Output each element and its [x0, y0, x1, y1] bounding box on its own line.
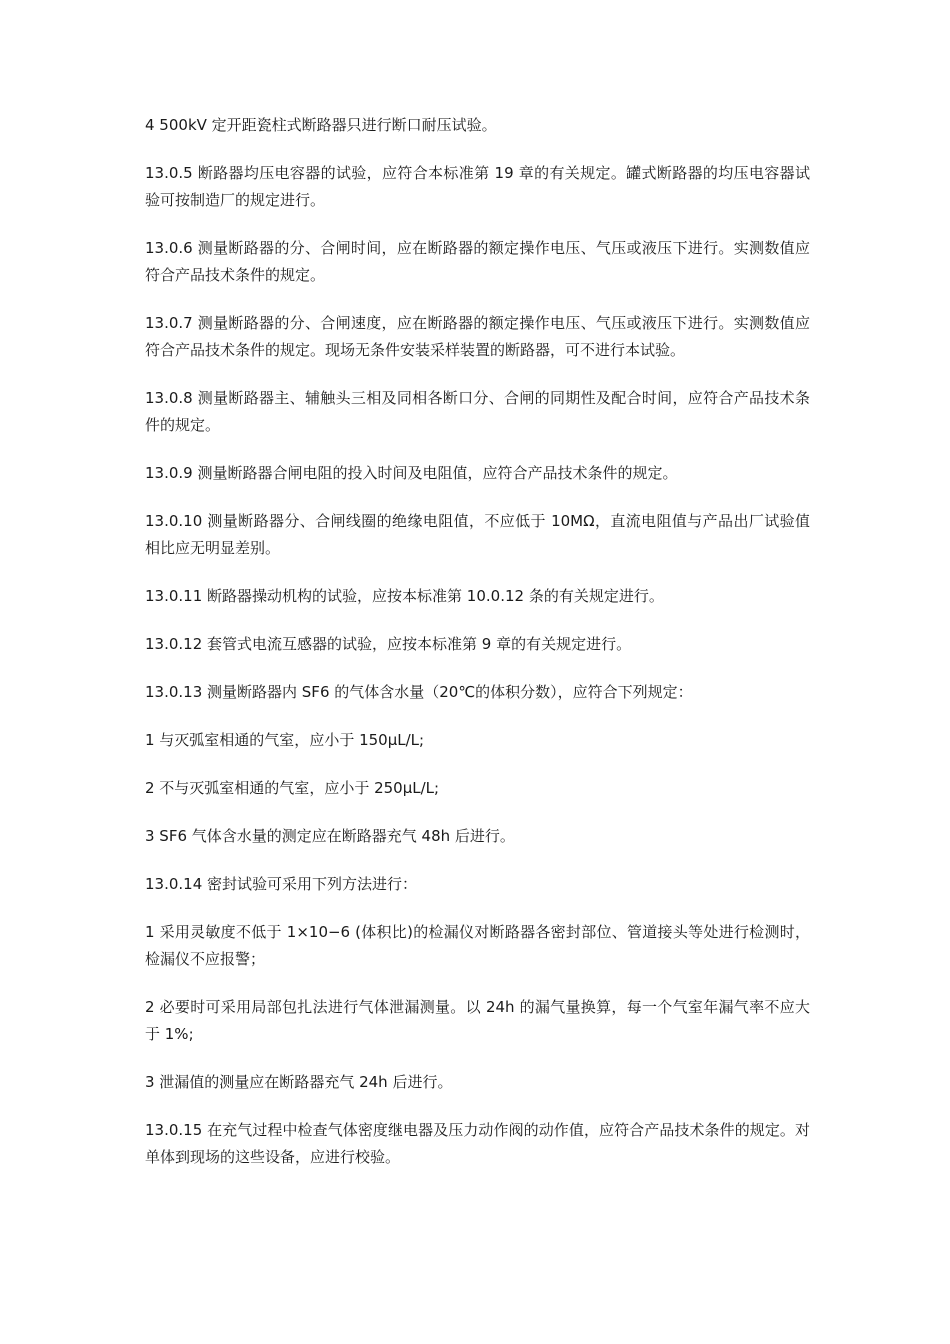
clause-13-0-13-item-1: 1 与灭弧室相通的气室，应小于 150μL/L;	[145, 731, 425, 749]
clause-13-0-10: 13.0.10 测量断路器分、合闸线圈的绝缘电阻值，不应低于 10MΩ，直流电阻值与产品出厂试验值相比应无明显差别。	[145, 512, 810, 557]
clause-13-0-14-item-3: 3 泄漏值的测量应在断路器充气 24h 后进行。	[145, 1073, 453, 1091]
clause-13-0-13: 13.0.13 测量断路器内 SF6 的气体含水量（20℃的体积分数），应符合下列规定：	[145, 683, 693, 701]
clause-13-0-15: 13.0.15 在充气过程中检查气体密度继电器及压力动作阀的动作值，应符合产品技术条件的规定。对单体到现场的这些设备，应进行校验。	[145, 1121, 810, 1166]
clause-13-0-7: 13.0.7 测量断路器的分、合闸速度，应在断路器的额定操作电压、气压或液压下进行。实测数值应符合产品技术条件的规定。现场无条件安装采样装置的断路器，可不进行本试验。	[145, 314, 810, 359]
clause-13-0-11: 13.0.11 断路器操动机构的试验，应按本标准第 10.0.12 条的有关规定进行。	[145, 587, 664, 605]
clause-13-0-6: 13.0.6 测量断路器的分、合闸时间，应在断路器的额定操作电压、气压或液压下进行。实测数值应符合产品技术条件的规定。	[145, 239, 810, 284]
clause-13-0-14: 13.0.14 密封试验可采用下列方法进行：	[145, 875, 418, 893]
clause-13-0-14-item-1: 1 采用灵敏度不低于 1×10−6 (体积比)的检漏仪对断路器各密封部位、管道接头等处进行检测时，检漏仪不应报警；	[145, 923, 810, 968]
clause-13-0-5: 13.0.5 断路器均压电容器的试验，应符合本标准第 19 章的有关规定。罐式断路器的均压电容器试验可按制造厂的规定进行。	[145, 164, 810, 209]
clause-13-0-4-item-4: 4 500kV 定开距瓷柱式断路器只进行断口耐压试验。	[145, 116, 497, 134]
clause-13-0-14-item-2: 2 必要时可采用局部包扎法进行气体泄漏测量。以 24h 的漏气量换算，每一个气室年漏气率不应大于 1%;	[145, 998, 810, 1043]
clause-13-0-12: 13.0.12 套管式电流互感器的试验，应按本标准第 9 章的有关规定进行。	[145, 635, 632, 653]
clause-13-0-9: 13.0.9 测量断路器合闸电阻的投入时间及电阻值，应符合产品技术条件的规定。	[145, 464, 678, 482]
document-body	[145, 112, 810, 1192]
clause-13-0-13-item-2: 2 不与灭弧室相通的气室，应小于 250μL/L;	[145, 779, 440, 797]
clause-13-0-8: 13.0.8 测量断路器主、辅触头三相及同相各断口分、合闸的同期性及配合时间，应符合产品技术条件的规定。	[145, 389, 810, 434]
clause-13-0-13-item-3: 3 SF6 气体含水量的测定应在断路器充气 48h 后进行。	[145, 827, 515, 845]
